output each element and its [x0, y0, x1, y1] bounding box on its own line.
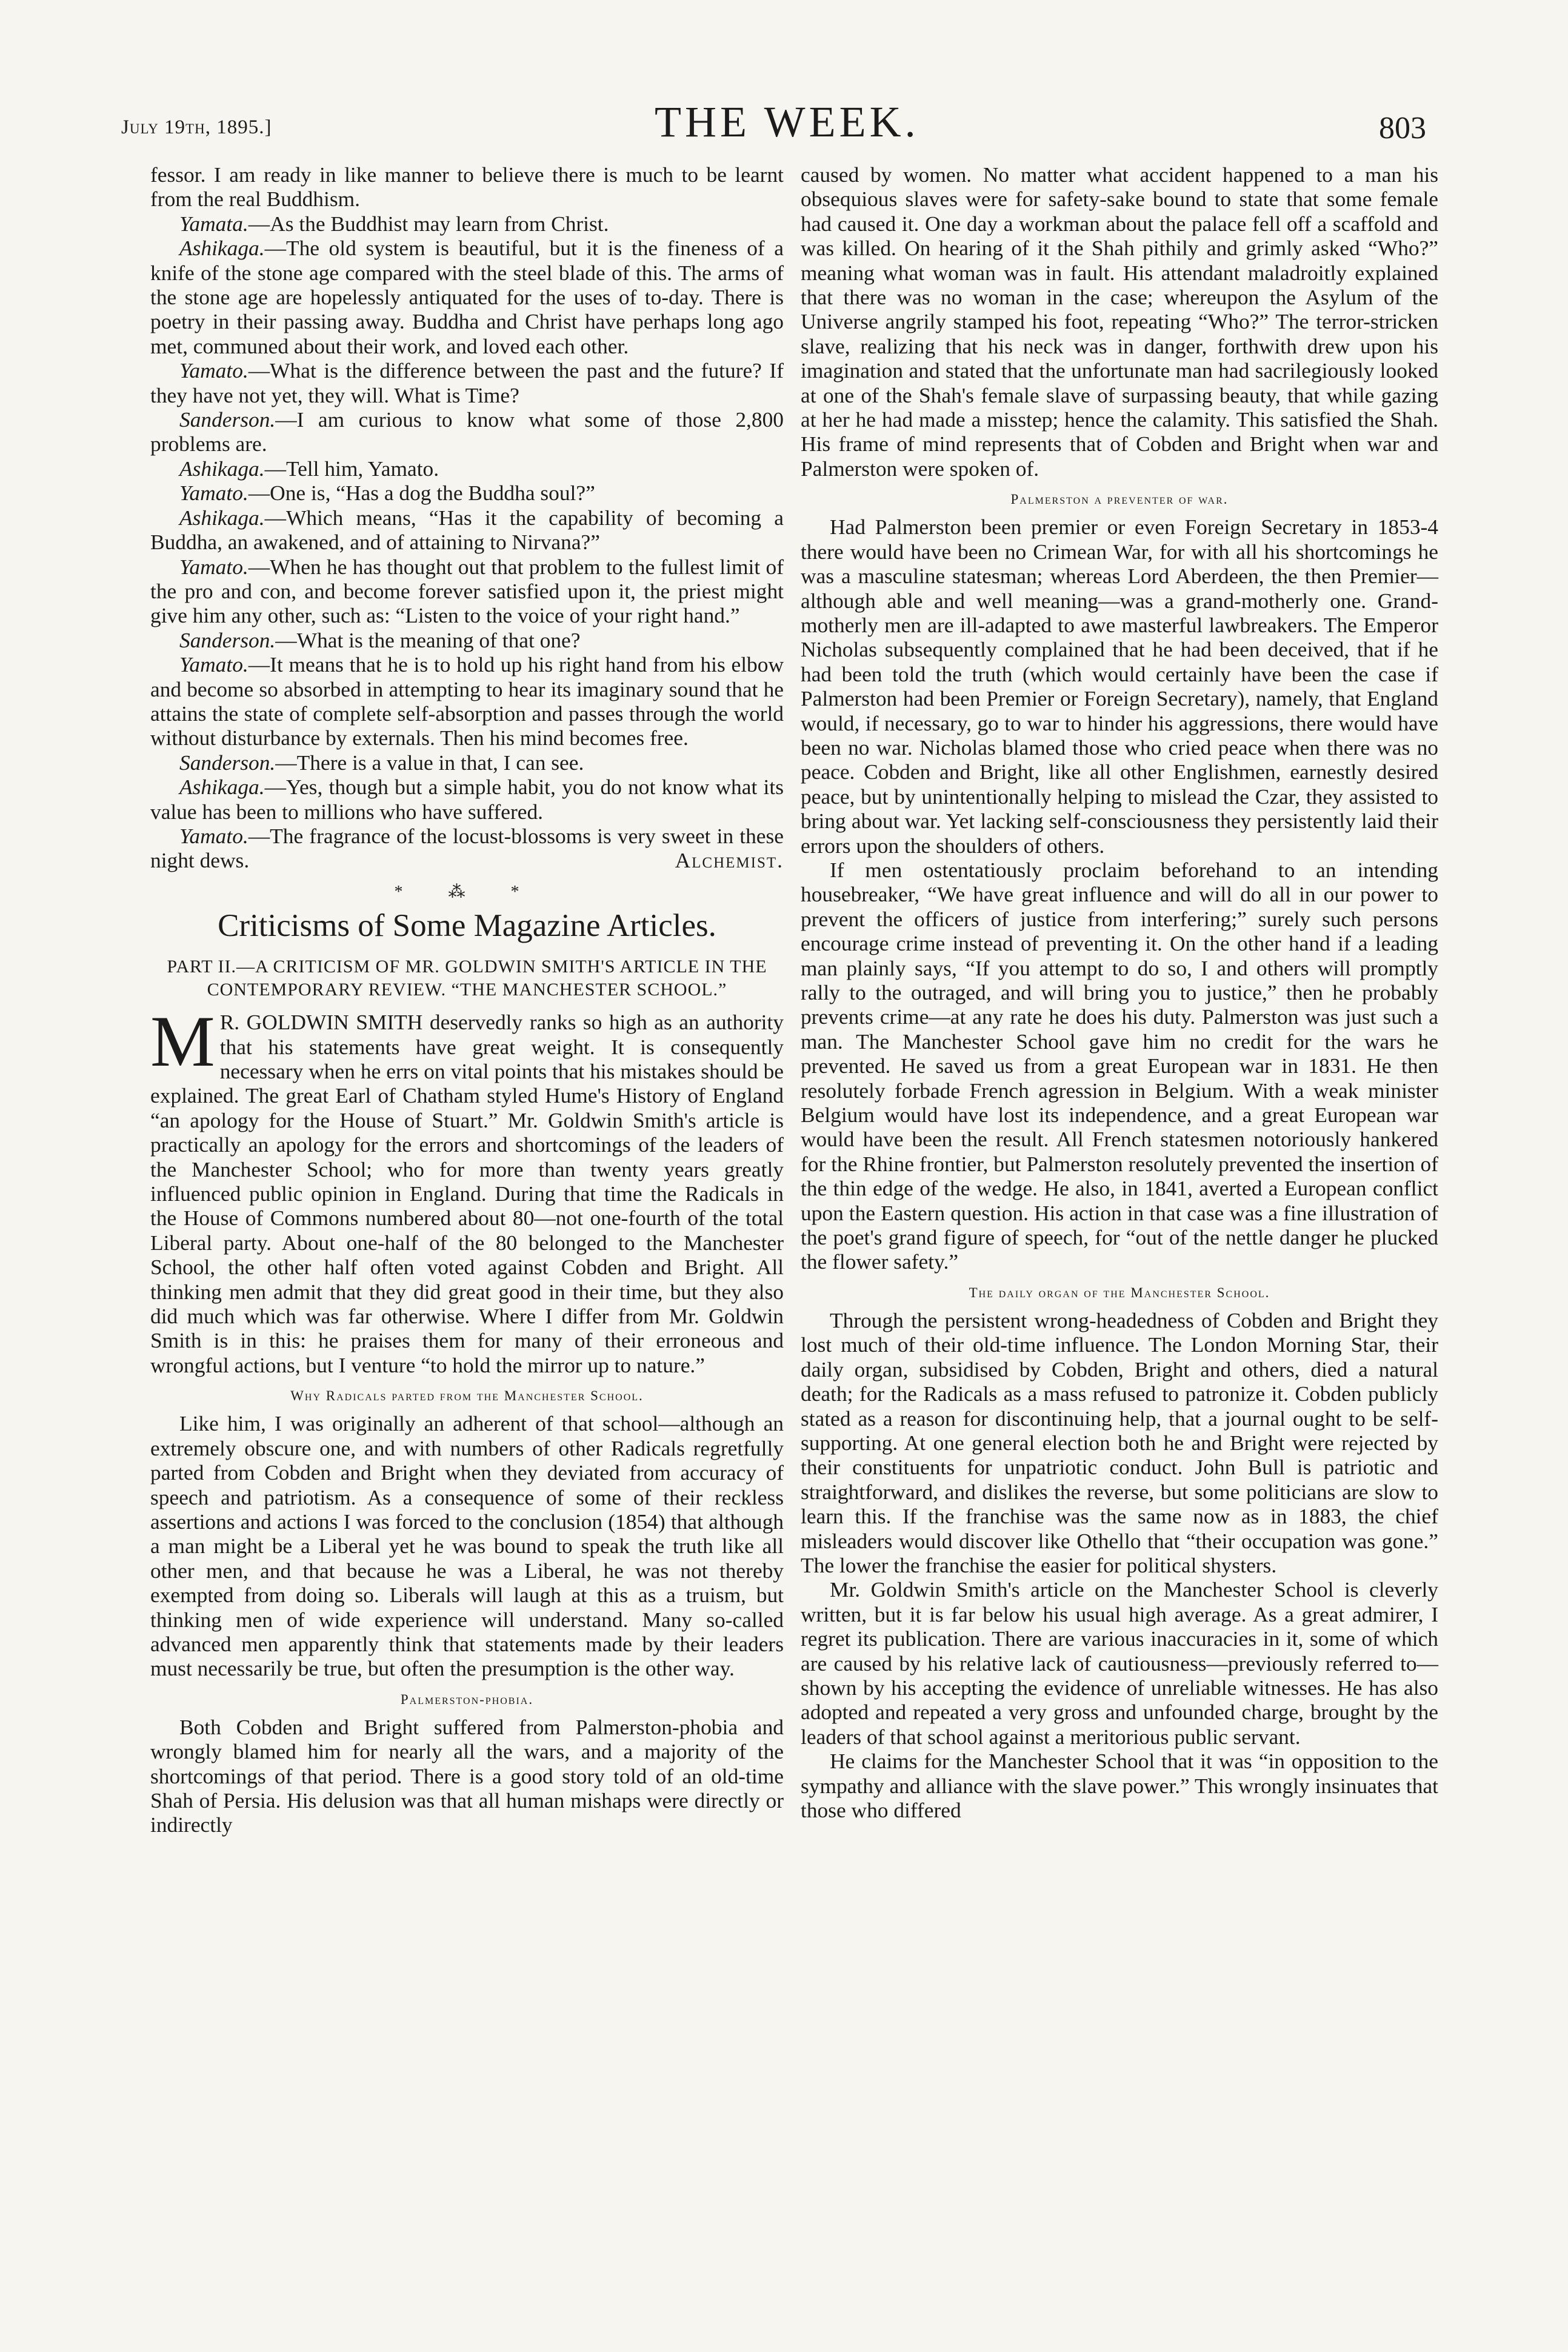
speaker-name: Yamato. — [179, 823, 249, 848]
dialogue-paragraph — [150, 456, 784, 481]
dialogue-paragraph — [150, 212, 784, 236]
dialogue-paragraph — [150, 236, 784, 358]
subheading-daily-organ: The daily organ of the Manchester School. — [969, 1285, 1270, 1300]
dialogue-line: —Which means, “Has it the capability of becoming a Buddha, an awakened, and of attaining to Nirvana?” — [150, 505, 784, 555]
page-number: 803 — [1379, 111, 1426, 145]
paragraph: Through the persistent wrong-headedness of Cobden and Bright they lost much of their old-time influence. The London Morning Star, their daily organ, subsidised by Cobden, Bright and others, died a natural death; for the Radicals as a mass refused to patronize it. Cobden publicly stated as a reason for discontinuing help, that a journal ought to be self-supporting. At one general election both he and Bright were rejected by their constituents for unpatriotic conduct. John Bull is patriotic and straightforward, and dislikes the reverse, but some politicians are slow to learn this. If the franchise was the same now as in 1883, the chief misleaders would discover like Othello that “their occupation was gone.” The lower the franchise the easier for political shysters. — [801, 1308, 1438, 1577]
dialogue-line: —When he has thought out that problem to the fullest limit of the pro and con, and become forever satisfied upon it, the priest might give him any other, such as: “Listen to the voice of your right hand.” — [150, 554, 784, 628]
speaker-name: Yamato. — [179, 481, 249, 506]
speaker-name: Ashikaga. — [179, 505, 265, 530]
article-title: Criticisms of Some Magazine Articles. — [218, 908, 716, 944]
masthead-title: THE WEEK. — [655, 98, 919, 146]
paragraph: Both Cobden and Bright suffered from Palmerston-phobia and wrongly blamed him for nearly all the wars, and a majority of the shortcomings of that period. There is a good story told of an old-time Shah of Persia. His delusion was that all human mishaps were directly or indirectly — [150, 1714, 784, 1837]
dialogue-line: —It means that he is to hold up his right hand from his elbow and become so absorbed in attempting to hear its imaginary sound that he attains the state of complete self-absorption and passes through the world without disturbance by externals. Then his mind becomes free. — [150, 652, 784, 750]
dialogue-paragraph — [150, 481, 784, 505]
speaker-name: Yamato. — [179, 652, 249, 677]
dialogue-paragraph — [150, 750, 784, 775]
dialogue-line: —I am curious to know what some of those 2,800 problems are. — [150, 407, 784, 456]
dialogue-line: —The fragrance of the locust-blossoms is very sweet in these night dews. — [150, 823, 784, 873]
dialogue-paragraph — [150, 506, 784, 555]
author-signature: Alchemist. — [675, 848, 784, 873]
dialogue-paragraph — [150, 628, 784, 652]
speaker-name: Yamato. — [179, 358, 249, 383]
speaker-name: Sanderson. — [179, 750, 276, 775]
paragraph: Like him, I was originally an adherent of that school—although an extremely obscure one, and with numbers of other Radicals regretfully parted from Cobden and Bright when they deviated from accuracy of speech and patriotism. As a consequence of some of their reckless assertions and actions I was forced to the conclusion (1854) that although a man might be a Liberal yet he was bound to speak the truth like all other men, and that because he was a Liberal, he was not thereby exempted from doing so. Liberals will laugh at this as a truism, but thinking men of wide experience will understand. Many so-called advanced men apparently think that statements made by their leaders must necessarily be true, but often the presumption is the other way. — [150, 1411, 784, 1681]
left-column — [150, 162, 784, 1837]
dialogue-paragraph — [150, 775, 784, 824]
dialogue-closing — [150, 824, 784, 873]
speaker-name: Ashikaga. — [179, 456, 265, 481]
dialogue-line: fessor. I am ready in like manner to believe there is much to be learnt from the real Buddhism. — [150, 162, 784, 212]
dialogue-section — [150, 162, 784, 824]
subheading-palmerston-phobia: Palmerston-phobia. — [400, 1691, 534, 1707]
dialogue-paragraph — [150, 358, 784, 407]
dialogue-paragraph — [150, 555, 784, 628]
page-header — [0, 91, 1568, 158]
dialogue-line: —What is the meaning of that one? — [275, 627, 581, 652]
dialogue-line: —As the Buddhist may learn from Christ. — [248, 211, 609, 236]
dialogue-line: —There is a value in that, I can see. — [275, 750, 584, 775]
speaker-name: Ashikaga. — [179, 236, 265, 261]
drop-cap-letter: M — [150, 1001, 215, 1082]
part-heading: PART II.—A CRITICISM OF MR. GOLDWIN SMITH'S ARTICLE IN THE CONTEMPORARY REVIEW. “THE MANCHESTER SCHOOL.” — [167, 957, 767, 1000]
dialogue-paragraph — [150, 652, 784, 750]
right-column — [801, 162, 1438, 1822]
dialogue-line: —Yes, though but a simple habit, you do not know what its value has been to millions who have suffered. — [150, 775, 784, 824]
dialogue-line: —One is, “Has a dog the Buddha soul?” — [248, 481, 595, 506]
dialogue-line: —Tell him, Yamato. — [264, 456, 439, 481]
dialogue-paragraph — [150, 162, 784, 212]
dialogue-paragraph — [150, 407, 784, 456]
dialogue-line: —The old system is beautiful, but it is the fineness of a knife of the stone age compared with the steel blade of this. The arms of the stone age are hopelessly antiquated for the uses of to-day. There is poetry in their passing away. Buddha and Christ have perhaps long ago met, communed about their work, and loved each other. — [150, 236, 784, 358]
issue-date: July 19th, 1895.] — [121, 116, 272, 138]
paragraph: If men ostentatiously proclaim beforehand to an intending housebreaker, “We have great influence and will do all in our power to prevent the officers of justice from interfering;” surely such persons encourage crime instead of preventing it. On the other hand if a leading man plainly says, “If you attempt to do so, I and others will promptly rally to the outraged, and will bring you to justice,” then he probably prevents crime—at any rate he does his duty. Palmerston was just such a man. The Manchester School gave him no credit for the wars he prevented. He saved us from a great European war in 1831. He then resolutely forbade French agression in Belgium. With a weak minister Belgium would have lost its independence, and a great European war would have been the result. All French statesmen notoriously hankered for the Rhine frontier, but Palmerston resolutely prevented the insertion of the thin edge of the wedge. He also, in 1841, averted a European conflict upon the Eastern question. His action in that case was a fine illustration of the poet's grand figure of speech, for “out of the nettle danger he plucked the flower safety.” — [801, 857, 1438, 1274]
speaker-name: Yamata. — [179, 211, 249, 236]
speaker-name: Ashikaga. — [179, 775, 265, 800]
speaker-name: Sanderson. — [179, 627, 276, 652]
opening-text: R. GOLDWIN SMITH deservedly ranks so high as an authority that his statements have great weight. It is consequently necessary when he errs on vital points that his mistakes should be explained. The great Earl of Chatham styled Hume's History of England “an apology for the House of Stuart.” Mr. Goldwin Smith's article is practically an apology for the errors and shortcomings of the leaders of the Manchester School; who for more than twenty years greatly influenced public opinion in England. During that time the Radicals in the House of Commons numbered about 80—not one-fourth of the total Liberal party. About one-half of the 80 belonged to the Manchester School, the other half often voted against Cobden and Bright. All thinking men admit that they did great good in their time, but they also did much which was far otherwise. Where I differ from Mr. Goldwin Smith is in this: he praises them for many of their erroneous and wrongful actions, but I venture “to hold the mirror up to nature.” — [150, 1010, 784, 1377]
speaker-name: Yamato. — [179, 554, 249, 579]
paragraph: Had Palmerston been premier or even Foreign Secretary in 1853-4 there would have been no Crimean War, for with all his shortcomings he was a masculine statesman; whereas Lord Aberdeen, the then Premier—although able and well meaning—was a grand-motherly one. Grand-motherly men are ill-adapted to awe masterful lawbreakers. The Emperor Nicholas subsequently complained that he had been deceived, that if he had been told the truth (which would certainly have been the case if Palmerston had been Premier or Foreign Secretary), namely, that England would, if necessary, go to war to hinder his aggressions, there would have been no war. Nicholas blamed those who cried peace when there was no peace. Cobden and Bright, like all other Englishmen, earnestly desired peace, but by unintentionally helping to mislead the Czar, they assisted to bring about war. Yet lacking self-consciousness they persistently laid their errors upon the shoulders of others. — [801, 515, 1438, 858]
subheading-preventer-of-war: Palmerston a preventer of war. — [1010, 492, 1229, 507]
subheading-radicals: Why Radicals parted from the Manchester School. — [290, 1388, 644, 1404]
speaker-name: Sanderson. — [179, 407, 276, 432]
paragraph: Mr. Goldwin Smith's article on the Manchester School is cleverly written, but it is far below his usual high average. As a great admirer, I regret its publication. There are various inaccuracies in it, some of which are caused by his relative lack of cautiousness—previously referred to—shown by his accepting the evidence of unreliable witnesses. He has also adopted and repeated a very gross and unfounded charge, brought by the leaders of that school against a meritorious public servant. — [801, 1577, 1438, 1749]
dialogue-line: —What is the difference between the past and the future? If they have not yet, they will. What is Time? — [150, 358, 784, 407]
section-separator: * ⁂ * — [394, 882, 540, 901]
paragraph: caused by women. No matter what accident happened to a man his obsequious slaves were for safety-sake bound to state that some female had caused it. One day a workman about the palace fell off a scaffold and was killed. On hearing of it the Shah pithily and grimly asked “Who?” meaning what woman was in fault. His attendant maladroitly explained that there was no woman in the case; whereupon the Asylum of the Universe angrily stamped his foot, repeating “Who?” The terror-stricken slave, realizing that his neck was in danger, forthwith drew upon his imagination and stated that the unfortunate man had sacrilegiously looked at one of the Shah's female slave of surpassing beauty, that while gazing at her he had made a misstep; hence the calamity. This satisfied the Shah. His frame of mind represents that of Cobden and Bright when war and Palmerston were spoken of. — [801, 162, 1438, 481]
paragraph: He claims for the Manchester School that it was “in opposition to the sympathy and alliance with the slave power.” This wrongly insinuates that those who differed — [801, 1749, 1438, 1822]
opening-paragraph — [150, 1001, 784, 1377]
